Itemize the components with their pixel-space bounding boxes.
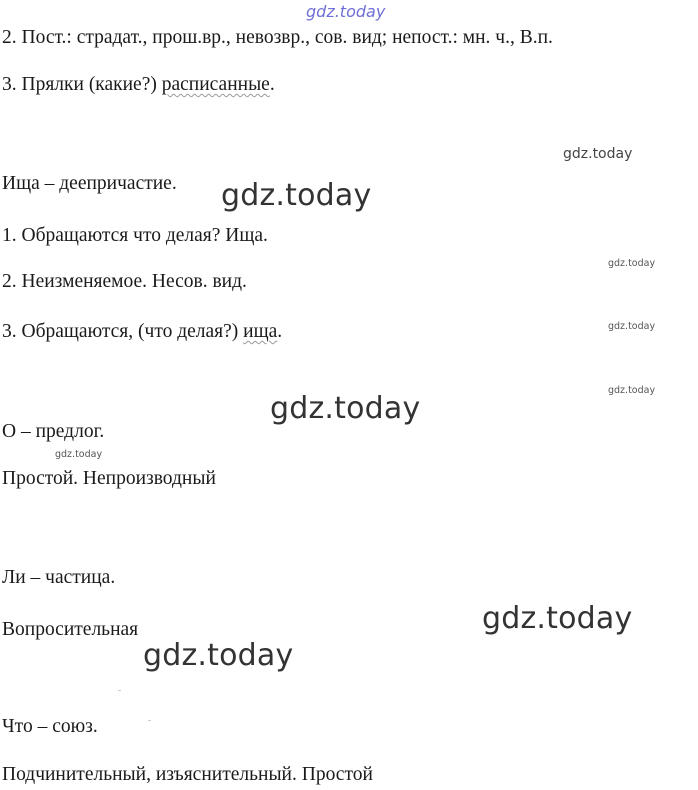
text-line-4: 1. Обращаются что делая? Ища.: [2, 225, 268, 246]
text-line-6-prefix: 3. Обращаются, (что делая?): [2, 321, 244, 342]
text-line-12: Подчинительный, изъяснительный. Простой: [2, 764, 373, 785]
scan-speck: [148, 720, 151, 721]
watermark-large-2: gdz.today: [270, 391, 421, 426]
underlined-word-raspisannye: расписанные: [161, 74, 270, 95]
text-line-5: 2. Неизменяемое. Несов. вид.: [2, 271, 247, 292]
watermark-tiny-2: gdz.today: [608, 321, 656, 332]
watermark-tiny-4: gdz.today: [55, 449, 103, 460]
text-line-11: Что – союз.: [2, 716, 98, 737]
underlined-word-ishcha: ища: [243, 321, 278, 342]
text-line-1: 2. Пост.: страдат., прош.вр., невозвр., сов. вид; непост.: мн. ч., В.п.: [2, 27, 553, 48]
text-line-7: О – предлог.: [2, 421, 105, 442]
text-line-9: Ли – частица.: [2, 567, 116, 588]
text-line-2-prefix: 3. Прялки (какие?): [2, 74, 162, 95]
text-line-3: Ища – деепричастие.: [2, 173, 177, 194]
watermark-tiny-3: gdz.today: [608, 385, 656, 396]
text-line-8: Простой. Непроизводный: [2, 468, 216, 489]
watermark-large-1: gdz.today: [221, 178, 372, 213]
text-line-2-suffix: .: [269, 74, 275, 95]
text-line-6: [2, 320, 282, 344]
watermark-large-4: gdz.today: [143, 638, 294, 673]
watermark-large-3: gdz.today: [482, 601, 633, 636]
watermark-tiny-1: gdz.today: [608, 258, 656, 269]
scan-speck: [118, 690, 121, 691]
watermark-top: gdz.today: [306, 2, 386, 21]
text-line-6-suffix: .: [277, 321, 283, 342]
text-line-10: Вопросительная: [2, 619, 139, 640]
text-line-2: [2, 73, 275, 97]
watermark-small-1: gdz.today: [563, 146, 633, 162]
